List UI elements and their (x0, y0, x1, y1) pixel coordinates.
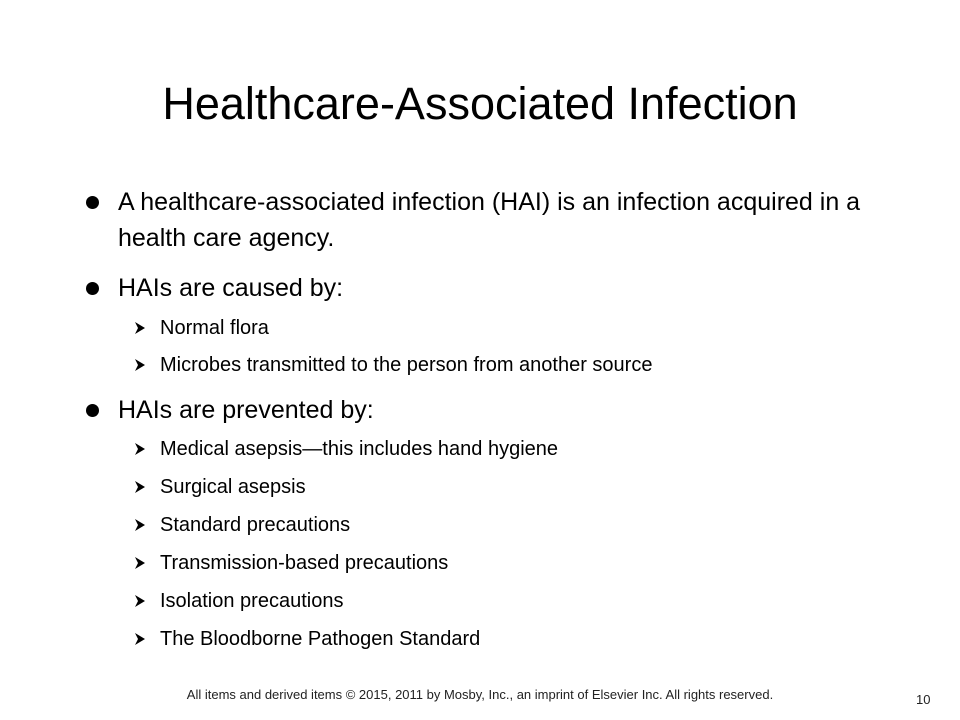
sub-bullet-item (160, 625, 880, 653)
bullet-dot-icon (86, 196, 99, 209)
page-number: 10 (916, 692, 931, 707)
arrowhead-bullet-icon (133, 442, 147, 456)
arrowhead-bullet-icon (133, 556, 147, 570)
sub-bullet-text: Standard precautions (160, 514, 351, 536)
sub-bullet-text: Microbes transmitted to the person from another source (160, 354, 653, 376)
arrowhead-bullet-icon (133, 518, 147, 532)
sub-bullet-text: Medical asepsis—this includes hand hygiene (160, 438, 559, 460)
sub-bullet-item (160, 587, 880, 615)
sub-bullet-item (160, 473, 880, 501)
sub-bullet-text: The Bloodborne Pathogen Standard (160, 628, 481, 650)
arrowhead-bullet-icon (133, 632, 147, 646)
bullet-dot-icon (86, 404, 99, 417)
bullet-item (118, 184, 888, 256)
arrowhead-bullet-icon (133, 358, 147, 372)
sub-bullet-item (160, 549, 880, 577)
slide-title: Healthcare-Associated Infection (162, 78, 798, 129)
bullet-text: HAIs are caused by: (118, 274, 344, 302)
bullet-text: A healthcare-associated infection (HAI) is an infection acquired in a health care agency. (118, 188, 861, 252)
sub-bullet-text: Transmission-based precautions (160, 552, 449, 574)
bullet-dot-icon (86, 282, 99, 295)
sub-bullet-text: Normal flora (160, 317, 269, 339)
bullet-text: HAIs are prevented by: (118, 396, 374, 424)
sub-bullet-item (160, 314, 880, 342)
sub-bullet-item (160, 511, 880, 539)
sub-bullet-text: Surgical asepsis (160, 476, 306, 498)
copyright-footer: All items and derived items © 2015, 2011 by Mosby, Inc., an imprint of Elsevier Inc. All rights reserved. (186, 687, 774, 702)
bullet-item (118, 270, 888, 306)
arrowhead-bullet-icon (133, 594, 147, 608)
sub-bullet-text: Isolation precautions (160, 590, 344, 612)
arrowhead-bullet-icon (133, 480, 147, 494)
bullet-item (118, 392, 888, 428)
sub-bullet-item (160, 351, 880, 379)
arrowhead-bullet-icon (133, 321, 147, 335)
sub-bullet-item (160, 435, 880, 463)
